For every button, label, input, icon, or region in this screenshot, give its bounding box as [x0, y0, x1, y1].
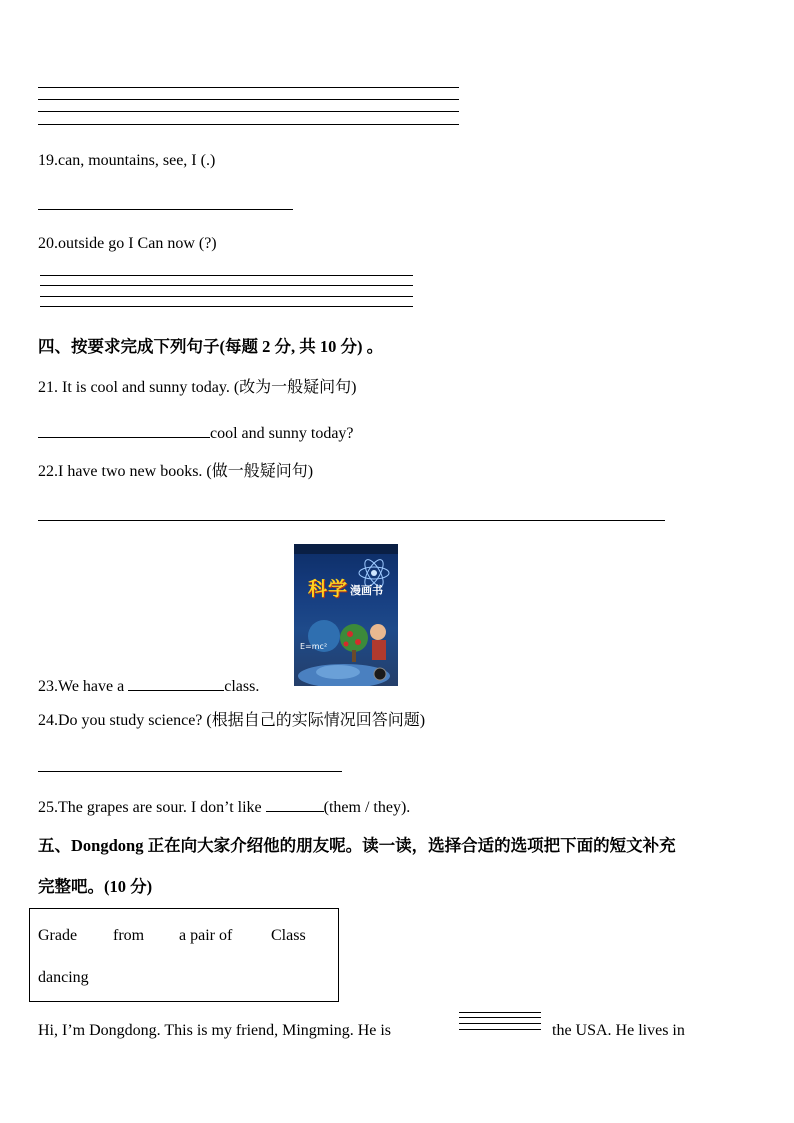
answer-line-20[interactable]	[40, 285, 413, 286]
question-25	[38, 794, 410, 818]
passage-blank-line[interactable]	[459, 1012, 541, 1013]
formula-text: E=mc²	[300, 642, 328, 651]
section-5-heading-line-1: 五、Dongdong 正在向大家介绍他的朋友呢。读一读，选择合适的选项把下面的短文补充	[38, 836, 676, 855]
question-20: 20.outside go I Can now (?)	[38, 235, 217, 252]
answer-blank-23[interactable]	[128, 673, 224, 691]
section-5-heading-line-2: 完整吧。(10 分)	[38, 877, 153, 896]
question-25-suffix: (them / they).	[323, 799, 411, 816]
answer-blank-21[interactable]	[38, 420, 210, 438]
question-23	[38, 673, 259, 697]
science-comic-book-cover	[294, 544, 398, 686]
word-option: from	[113, 927, 145, 944]
passage-blank-line[interactable]	[459, 1029, 541, 1030]
word-option: Grade	[38, 927, 78, 944]
question-19: 19.can, mountains, see, I (.)	[38, 152, 216, 169]
question-21: 21. It is cool and sunny today. (改为一般疑问句)	[38, 379, 357, 396]
answer-suffix-21: cool and sunny today?	[210, 425, 354, 442]
question-24: 24.Do you study science? (根据自己的实际情况回答问题)	[38, 712, 426, 729]
cover-top-band	[294, 544, 398, 554]
answer-line	[38, 87, 459, 88]
answer-line-24[interactable]	[38, 771, 342, 772]
word-option: a pair of	[179, 927, 233, 944]
answer-blank-25[interactable]	[266, 794, 324, 812]
passage-part-2: the USA. He lives in	[552, 1022, 685, 1039]
answer-line-20[interactable]	[40, 275, 413, 276]
book-title: 科学	[308, 578, 349, 600]
answer-line	[38, 111, 459, 112]
answer-line-20[interactable]	[40, 306, 413, 307]
answer-line	[38, 99, 459, 100]
passage-blank-line[interactable]	[459, 1023, 541, 1024]
answer-line-22[interactable]	[38, 520, 665, 521]
question-23-suffix: class.	[224, 678, 260, 695]
passage-blank-line[interactable]	[459, 1017, 541, 1018]
book-subtitle: 漫画书	[350, 584, 383, 597]
question-25-prefix: 25.The grapes are sour. I don’t like	[38, 799, 262, 816]
passage-part-1: Hi, I’m Dongdong. This is my friend, Mingming. He is	[38, 1022, 392, 1039]
word-option: dancing	[38, 969, 89, 986]
question-22: 22.I have two new books. (做一般疑问句)	[38, 463, 314, 480]
answer-line-19[interactable]	[38, 209, 293, 210]
answer-row-21	[38, 420, 354, 444]
answer-line-20[interactable]	[40, 296, 413, 297]
answer-line	[38, 124, 459, 125]
question-23-prefix: 23.We have a	[38, 678, 125, 695]
word-bank-box	[29, 908, 339, 1002]
word-option: Class	[271, 927, 306, 944]
section-4-heading: 四、按要求完成下列句子(每题 2 分, 共 10 分) 。	[38, 337, 384, 356]
